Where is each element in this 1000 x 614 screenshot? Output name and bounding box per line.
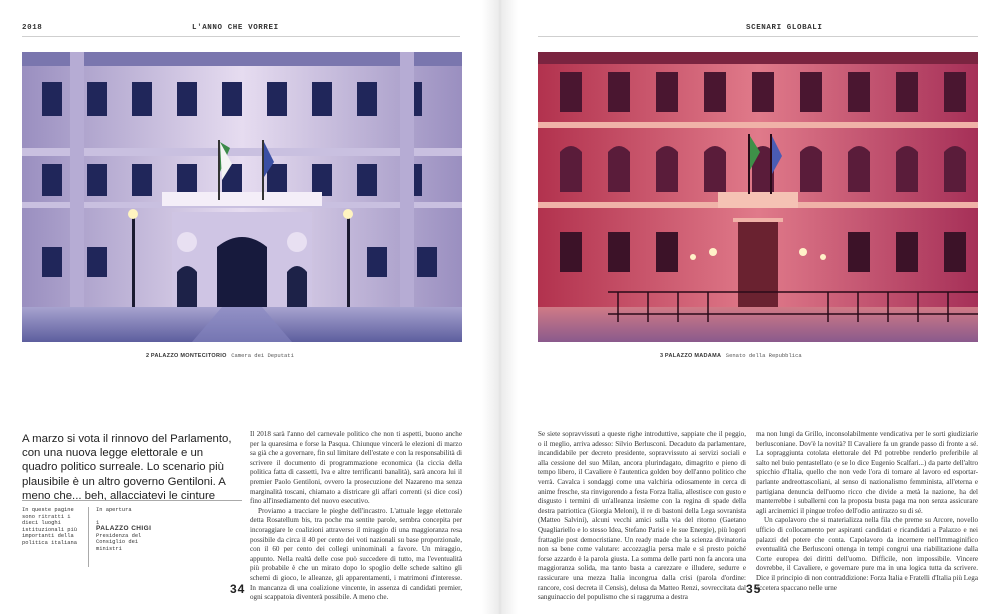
header-year: 2018 xyxy=(22,24,43,32)
opening-place: PALAZZO CHIGI xyxy=(96,525,152,533)
page-number-left: 34 xyxy=(230,582,246,596)
left-page xyxy=(0,0,482,614)
body-paragraph: Il 2018 sarà l'anno del carnevale politico che non ti aspetti, buono anche per la quaresima e forse la Pasqua. Chiunque vincerà le elezioni di marzo sa già che a governare, fin sul limitare dell'estate e con la responsabilità di scrivere il documento di programmazione economica (la ciccia della politica fatta di cassetti, Iva e altre terrificanti banalità), sarà ancora lui il premier Paolo Gentiloni, ovvero la prosecuzione del Nazareno ma senza marginalità toscani, chiamato a districare gli affari correnti (si dice così) fino all'insediamento del nuovo esecutivo. xyxy=(250,430,462,506)
right-body-column-1 xyxy=(538,430,746,602)
right-body-column-2 xyxy=(756,430,978,592)
caption-title: PALAZZO MONTECITORIO xyxy=(150,353,227,359)
montecitorio-illustration xyxy=(22,52,462,342)
header-section: L'ANNO CHE VORREI xyxy=(192,24,279,32)
left-body-column xyxy=(250,430,462,602)
sidebar-opening xyxy=(96,507,156,553)
caption-number: 2 xyxy=(146,353,150,359)
opening-label: In apertura xyxy=(96,507,132,513)
left-running-header xyxy=(22,22,460,37)
body-paragraph: Se siete sopravvissuti a queste righe introduttive, sappiate che il peggio, o il meglio, arriva adesso: Silvio Berlusconi. Decaduto da parlamentare, incandidabile per decreto presidente, sopravvissuto ai servizi sociali e alla cessione del suo Milan, ancora plurindagato, dimagrito e pieno di tempo libero, il Cavaliere è l'autentica golden boy dell'anno politico che verrà. Cavalca i sondaggi come una valchiria odiosamente in cerca di anime fresche, sta rinvigorendo a festa Forza Italia, allestisce con gusto e disgusto i termini di un'alleanza insieme con la regina di spade della destra patriottica (Giorgia Meloni), il re di bastoni della Lega sovranista (Matteo Salvini), alcuni vecchi amici sulla via del ritorno (Gaetano Quagliariello e lo stesso Idea, Stefano Parisi e le sue Energie), più logori frattaglie post democristiane. Un ready made che la scienza divinatoria non sa bene come valutare: accozzaglia persa male e sì presto poiché forse azzardo è la parola giusta. La somma delle parti non fa ancora una maggioranza solida, ma tanto basta a carezzare e illudere, sedurre e rassicurare una mezza Italia incongrua dalla crisi (parola d'ordine: rancore, così decreta il Censis), delusa da Matteo Renzi, sovreccitata dal sanguinaccio del populismo che si raggruma a destra xyxy=(538,430,746,602)
caption-subtitle: Senato della Repubblica xyxy=(725,352,802,359)
page-number-right: 35 xyxy=(746,582,762,596)
header-section-right: SCENARI GLOBALI xyxy=(746,24,823,32)
opening-number: 1 xyxy=(96,519,100,526)
opening-desc: Presidenza del Consiglio dei ministri xyxy=(96,532,142,552)
body-paragraph: Un capolavoro che si materializza nella fila che preme su Arcore, novello ufficio di collocamento per aspiranti candidati e ricandidati a Palazzo e nei palazzi del potere che conta. Capolavoro da incernere nell'immaginifico eventualità che Berlusconi ottenga in tempi congrui una riabilitazione dalla Corte europea dei diritti dell'uomo. Difficile, non impossibile. Vincere dovrebbe, il Cavaliere, e governare pure ma in una logica tutta da scrivere. Dice il principio di non contraddizione: Forza Italia e Fratelli d'Italia più Lega eccetera spaccano nelle urne xyxy=(756,516,978,592)
photo-caption-right xyxy=(660,352,802,359)
photo-caption-left xyxy=(146,352,294,359)
right-running-header xyxy=(538,22,978,37)
photo-palazzo-madama xyxy=(538,52,978,342)
photo-palazzo-montecitorio xyxy=(22,52,462,342)
right-page xyxy=(518,0,1000,614)
spine-gutter xyxy=(482,0,518,614)
madama-illustration xyxy=(538,52,978,342)
caption-number: 3 xyxy=(660,353,664,359)
sidebar-intro: In queste pagine sono ritratti i dieci luoghi istituzionali più importanti della politica italiana xyxy=(22,507,77,546)
sidebar-notes xyxy=(22,500,242,571)
caption-subtitle: Camera dei Deputati xyxy=(231,352,294,359)
lead-paragraph: A marzo si vota il rinnovo del Parlamento, con una nuova legge elettorale e un quadro politico surreale. Lo scenario più plausibile è un altro governo Gentiloni. A meno che... beh, allacciatevi le cinture xyxy=(22,433,232,502)
sidebar-divider xyxy=(88,507,89,567)
caption-title: PALAZZO MADAMA xyxy=(664,353,722,359)
body-paragraph: Proviamo a tracciare le pieghe dell'incastro. L'attuale legge elettorale detta Rosatellum bis, tra poche ma sentite parole, sembra concepita per incoraggiare le coalizioni attraverso il miraggio di una maggioranza resa possibile da circa il 40 per cento dei voti nazionali su base proporzionale, con il 60 per cento dei collegi uninominali a favore. Un miraggio, appunto. Nella realtà delle cose può succedere di tutto, ma l'eventualità più probabile è che un mirato dopo lo spoglio delle schede saltino gli schemi di gioco, le alleanze, gli apparentamenti, i matrimoni d'interesse. In mancanza di una coalizione vincente, in assenza di candidati premier, ogni scappatoia diventerà possibile. A meno che. xyxy=(250,506,462,602)
body-paragraph: ma non lungi da Grillo, inconsolabilmente vendicativa per le sorti giudiziarie berlusconiane. Dov'è la novità? Il Cavaliere fa un grande passo di fronte a sé. La sopraggiunta cotolata elettorale del Pd potrebbe renderlo preferibile al salto nel buio pentastellato (e se lo dice Eugenio Scalfari...) da parte dell'altro spicchio d'Italia, quello che non vede l'ora di tornare al lavoro ed esportar-parlante andreottascoliani, al senso di nazionalismo femminista, all'eterna e partigiana denuncia dell'uomo ricco che divide a metà la nazione, ha del manterrebbe i suballerni con la proposta busta paga ma non senza assicurare agli arcinemici il pingue trofeo dell'odio antirazzo su di sé. xyxy=(756,430,978,515)
